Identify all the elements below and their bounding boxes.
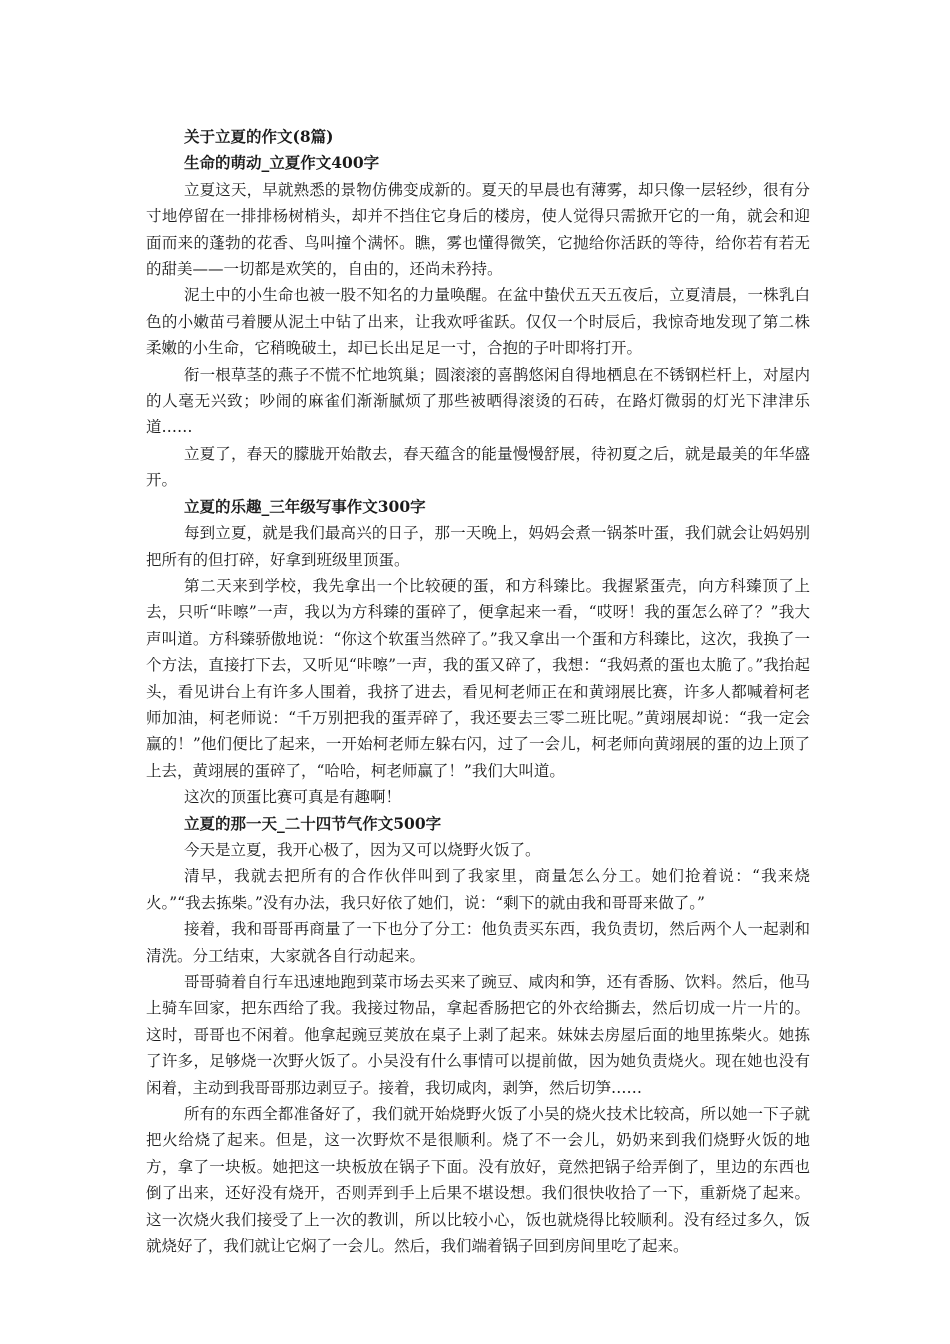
document-page (146, 124, 810, 1259)
paragraph: 第二天来到学校，我先拿出一个比较硬的蛋，和方科臻比。我握紧蛋壳，向方科臻顶了上去，只听“咔嚓”一声，我以为方科臻的蛋碎了，便拿起来一看，“哎呀！我的蛋怎么碎了？”我大声叫道。方科臻骄傲地说：“你这个软蛋当然碎了。”我又拿出一个蛋和方科臻比，这次，我换了一个方法，直接打下去，又听见“咔嚓”一声，我的蛋又碎了，我想：“我妈煮的蛋也太脆了。”我抬起头，看见讲台上有许多人围着，我挤了进去，看见柯老师正在和黄翊展比赛，许多人都喊着柯老师加油，柯老师说：“千万别把我的蛋弄碎了，我还要去三零二班比呢。”黄翊展却说：“我一定会赢的！”他们便比了起来，一开始柯老师左躲右闪，过了一会儿，柯老师向黄翊展的蛋的边上顶了上去，黄翊展的蛋碎了，“哈哈，柯老师赢了！”我们大叫道。 (146, 576, 810, 780)
paragraph: 泥土中的小生命也被一股不知名的力量唤醒。在盆中蛰伏五天五夜后，立夏清晨，一株乳白色的小嫩苗弓着腰从泥土中钻了出来，让我欢呼雀跃。仅仅一个时辰后，我惊奇地发现了第二株柔嫩的小生命，它稍晚破土，却已长出足足一寸，合抱的子叶即将打开。 (146, 286, 810, 358)
section-heading: 立夏的乐趣_三年级写事作文300字 (184, 496, 426, 516)
paragraph: 所有的东西全都准备好了，我们就开始烧野火饭了小吴的烧火技术比较高，所以她一下子就把火给烧了起来。但是，这一次野炊不是很顺利。烧了不一会儿，奶奶来到我们烧野火饭的地方，拿了一块板。她把这一块板放在锅子下面。没有放好，竟然把锅子给弄倒了，里边的东西也倒了出来，还好没有烧开，否则弄到手上后果不堪设想。我们很快收拾了一下，重新烧了起来。这一次烧火我们接受了上一次的教训，所以比较小心，饭也就烧得比较顺利。没有经过多久，饭就烧好了，我们就让它焖了一会儿。然后，我们端着锅子回到房间里吃了起来。 (146, 1105, 810, 1256)
paragraph: 哥哥骑着自行车迅速地跑到菜市场去买来了豌豆、咸肉和笋，还有香肠、饮料。然后，他马上骑车回家，把东西给了我。我接过物品，拿起香肠把它的外衣给撕去，然后切成一片一片的。这时，哥哥也不闲着。他拿起豌豆荚放在桌子上剥了起来。妹妹去房屋后面的地里拣柴火。她拣了许多，足够烧一次野火饭了。小吴没有什么事情可以提前做，因为她负责烧火。现在她也没有闲着，主动到我哥哥那边剥豆子。接着，我切咸肉，剥笋，然后切笋…… (146, 973, 810, 1097)
essay-section-1 (146, 150, 810, 493)
essay-section-3 (146, 811, 810, 1260)
paragraph: 清早，我就去把所有的合作伙伴叫到了我家里，商量怎么分工。她们抢着说：“我来烧火。”“我去拣柴。”没有办法，我只好依了她们，说：“剩下的就由我和哥哥来做了。” (146, 867, 810, 912)
essay-section-2 (146, 494, 810, 811)
paragraph: 接着，我和哥哥再商量了一下也分了分工：他负责买东西，我负责切，然后两个人一起剥和清洗。分工结束，大家就各自行动起来。 (146, 920, 810, 965)
paragraph: 这次的顶蛋比赛可真是有趣啊！ (184, 788, 402, 807)
section-heading: 生命的萌动_立夏作文400字 (184, 153, 380, 173)
paragraph: 衔一根草茎的燕子不慌不忙地筑巢；圆滚滚的喜鹊悠闲自得地栖息在不锈钢栏杆上，对屋内的人毫无兴致；吵闹的麻雀们渐渐腻烦了那些被晒得滚烫的石砖，在路灯微弱的灯光下津津乐道…… (146, 365, 810, 437)
paragraph: 立夏这天，早就熟悉的景物仿佛变成新的。夏天的早晨也有薄雾，却只像一层轻纱，很有分寸地停留在一排排杨树梢头，却并不挡住它身后的楼房，使人觉得只需掀开它的一角，就会和迎面而来的蓬勃的花香、鸟叫撞个满怀。瞧，雾也懂得微笑，它抛给你活跃的等待，给你若有若无的甜美——一切都是欢笑的，自由的，还尚未矜持。 (146, 180, 810, 279)
paragraph: 今天是立夏，我开心极了，因为又可以烧野火饭了。 (184, 840, 541, 859)
section-heading: 立夏的那一天_二十四节气作文500字 (184, 813, 442, 833)
paragraph: 每到立夏，就是我们最高兴的日子，那一天晚上，妈妈会煮一锅茶叶蛋，我们就会让妈妈别把所有的但打碎，好拿到班级里顶蛋。 (146, 524, 810, 569)
document-title: 关于立夏的作文(8篇) (184, 127, 334, 146)
paragraph: 立夏了，春天的朦胧开始散去，春天蕴含的能量慢慢舒展，待初夏之后，就是最美的年华盛开。 (146, 444, 810, 490)
